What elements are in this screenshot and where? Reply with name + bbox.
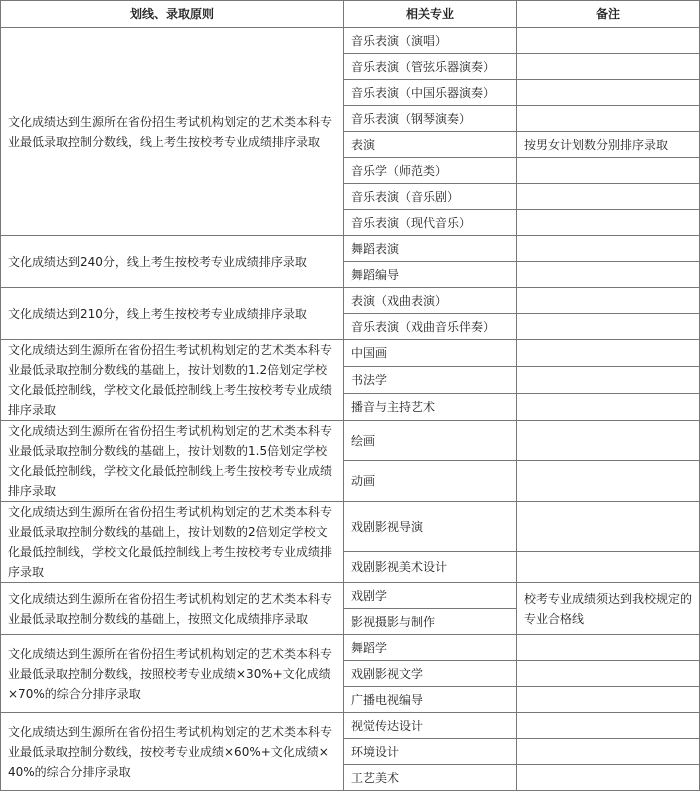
table-row <box>1 635 700 661</box>
rule-cell: 文化成绩达到生源所在省份招生考试机构划定的艺术类本科专业最低录取控制分数线的基础上，按计划数的1.5倍划定学校文化最低控制线，学校文化最低控制线上考生按校考专业成绩排序录取 <box>1 421 344 502</box>
major-cell: 戏剧学 <box>344 583 517 609</box>
note-cell <box>517 28 700 54</box>
table-row <box>1 236 700 262</box>
major-cell: 书法学 <box>344 367 517 394</box>
header-major: 相关专业 <box>344 1 517 28</box>
header-rule: 划线、录取原则 <box>1 1 344 28</box>
major-cell: 音乐表演（钢琴演奏） <box>344 106 517 132</box>
rule-cell: 文化成绩达到生源所在省份招生考试机构划定的艺术类本科专业最低录取控制分数线的基础上，按照文化成绩排序录取 <box>1 583 344 635</box>
rule-cell: 文化成绩达到210分，线上考生按校考专业成绩排序录取 <box>1 288 344 340</box>
note-cell <box>517 713 700 739</box>
major-cell: 舞蹈学 <box>344 635 517 661</box>
note-cell: 按男女计划数分别排序录取 <box>517 132 700 158</box>
table-row <box>1 713 700 739</box>
note-cell <box>517 552 700 583</box>
note-cell <box>517 367 700 394</box>
note-cell <box>517 314 700 340</box>
major-cell: 舞蹈表演 <box>344 236 517 262</box>
note-cell <box>517 158 700 184</box>
rule-cell: 文化成绩达到240分，线上考生按校考专业成绩排序录取 <box>1 236 344 288</box>
note-cell <box>517 394 700 421</box>
note-cell <box>517 502 700 552</box>
note-cell <box>517 635 700 661</box>
major-cell: 播音与主持艺术 <box>344 394 517 421</box>
major-cell: 音乐表演（戏曲音乐伴奏） <box>344 314 517 340</box>
table-row <box>1 340 700 367</box>
major-cell: 动画 <box>344 461 517 502</box>
major-cell: 工艺美术 <box>344 765 517 791</box>
note-cell <box>517 288 700 314</box>
major-cell: 音乐表演（中国乐器演奏） <box>344 80 517 106</box>
major-cell: 中国画 <box>344 340 517 367</box>
header-note: 备注 <box>517 1 700 28</box>
major-cell: 广播电视编导 <box>344 687 517 713</box>
major-cell: 音乐表演（演唱） <box>344 28 517 54</box>
table-row <box>1 583 700 609</box>
major-cell: 舞蹈编导 <box>344 262 517 288</box>
major-cell: 视觉传达设计 <box>344 713 517 739</box>
major-cell: 音乐表演（现代音乐） <box>344 210 517 236</box>
note-cell <box>517 184 700 210</box>
major-cell: 绘画 <box>344 421 517 461</box>
major-cell: 戏剧影视美术设计 <box>344 552 517 583</box>
major-cell: 戏剧影视文学 <box>344 661 517 687</box>
major-cell: 音乐学（师范类） <box>344 158 517 184</box>
major-cell: 音乐表演（音乐剧） <box>344 184 517 210</box>
note-cell <box>517 421 700 461</box>
note-cell <box>517 461 700 502</box>
rule-cell: 文化成绩达到生源所在省份招生考试机构划定的艺术类本科专业最低录取控制分数线，线上考生按校考专业成绩排序录取 <box>1 28 344 236</box>
note-cell <box>517 236 700 262</box>
table-row <box>1 502 700 552</box>
major-cell: 戏剧影视导演 <box>344 502 517 552</box>
rule-cell: 文化成绩达到生源所在省份招生考试机构划定的艺术类本科专业最低录取控制分数线，按校考专业成绩×60%+文化成绩×40%的综合分排序录取 <box>1 713 344 791</box>
major-cell: 环境设计 <box>344 739 517 765</box>
note-cell <box>517 80 700 106</box>
table-row <box>1 288 700 314</box>
note-cell <box>517 54 700 80</box>
table-header-row <box>1 1 700 28</box>
note-cell: 校考专业成绩须达到我校规定的专业合格线 <box>517 583 700 635</box>
note-cell <box>517 687 700 713</box>
note-cell <box>517 106 700 132</box>
rule-cell: 文化成绩达到生源所在省份招生考试机构划定的艺术类本科专业最低录取控制分数线的基础上，按计划数的2倍划定学校文化最低控制线，学校文化最低控制线上考生按校考专业成绩排序录取 <box>1 502 344 583</box>
major-cell: 表演（戏曲表演） <box>344 288 517 314</box>
rule-cell: 文化成绩达到生源所在省份招生考试机构划定的艺术类本科专业最低录取控制分数线，按照校考专业成绩×30%+文化成绩×70%的综合分排序录取 <box>1 635 344 713</box>
note-cell <box>517 739 700 765</box>
note-cell <box>517 210 700 236</box>
note-cell <box>517 765 700 791</box>
note-cell <box>517 340 700 367</box>
rule-cell: 文化成绩达到生源所在省份招生考试机构划定的艺术类本科专业最低录取控制分数线的基础上，按计划数的1.2倍划定学校文化最低控制线，学校文化最低控制线上考生按校考专业成绩排序录取 <box>1 340 344 421</box>
note-cell <box>517 262 700 288</box>
major-cell: 影视摄影与制作 <box>344 609 517 635</box>
major-cell: 表演 <box>344 132 517 158</box>
table-row <box>1 421 700 461</box>
major-cell: 音乐表演（管弦乐器演奏） <box>344 54 517 80</box>
note-cell <box>517 661 700 687</box>
table-row <box>1 28 700 54</box>
